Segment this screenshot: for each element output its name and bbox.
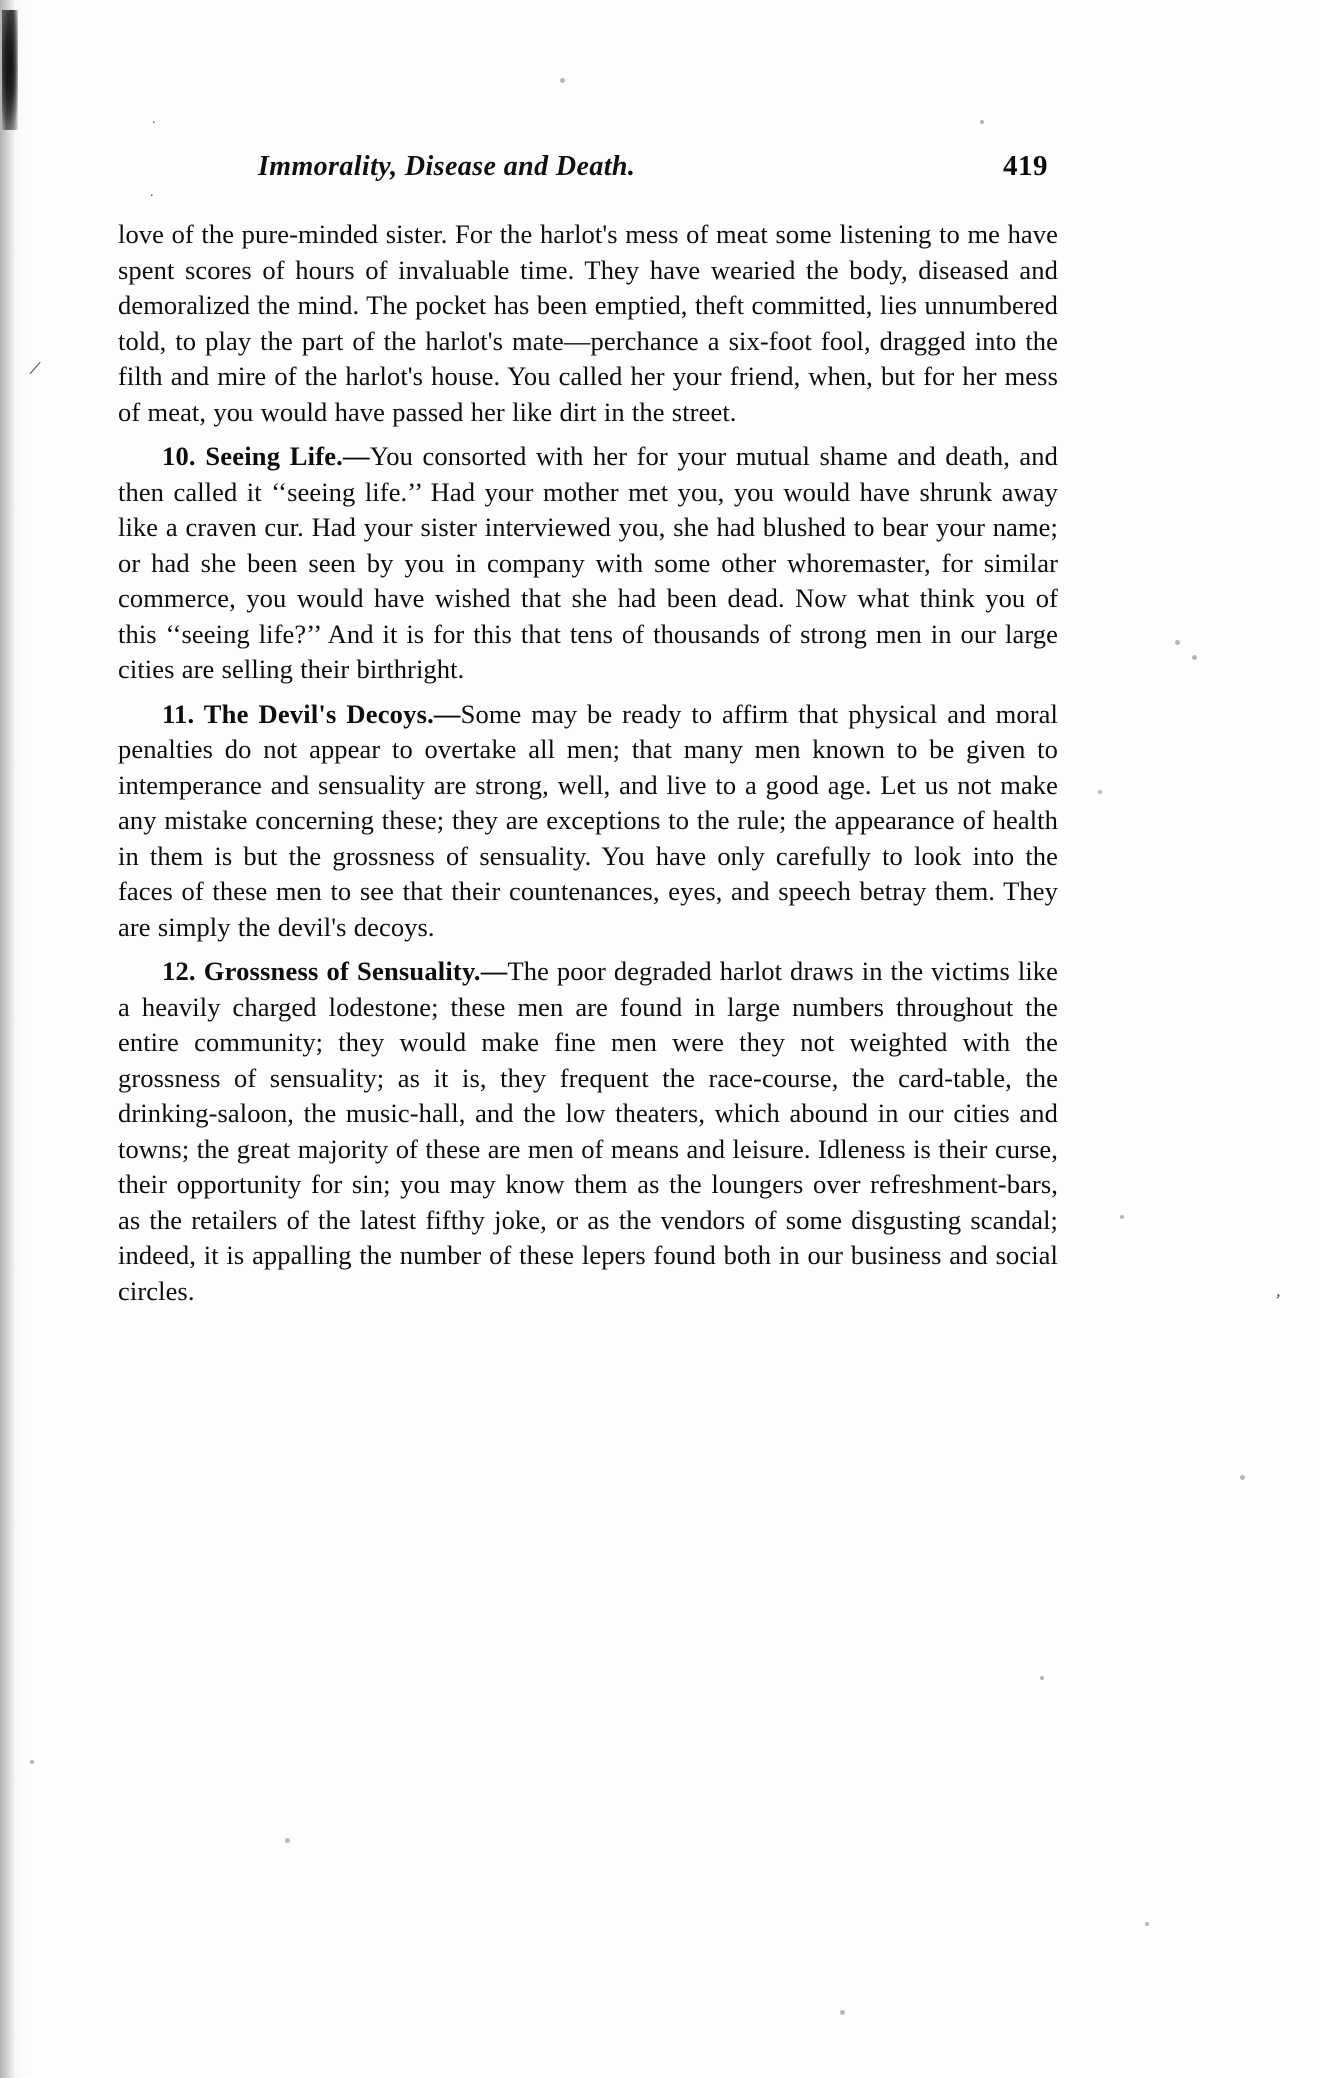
page-number: 419 (1003, 150, 1048, 182)
paragraph (118, 439, 1058, 688)
paragraph-text: Some may be ready to affirm that physical and moral penalties do not appear to overtake all men; that many men known to be given to intemperance and sensuality are strong, well, and live to a good age. Let us not make any mistake concerning these; they are exceptions to the rule; the appearance of health in them is but the grossness of sensuality. You have only carefully to look into the faces of these men to see that their countenances, eyes, and speech betray them. They are simply the devil's decoys. (118, 698, 1058, 942)
scan-speck (1098, 790, 1102, 794)
margin-pencil-mark: ’ (1271, 1289, 1283, 1311)
paragraph (118, 697, 1058, 946)
paragraph-heading: 10. Seeing Life.— (162, 441, 370, 471)
paragraph-heading: 11. The Devil's Decoys.— (162, 698, 461, 729)
scan-speck (840, 2010, 845, 2015)
margin-speck: . (152, 112, 156, 127)
paragraph-text: You consorted with her for your mutual shame and death, and then called it ‘‘seeing life.’’ Had your mother met you, you would have shrunk away like a craven cur. Had your sister interviewed you, she had blushed to bear your name; or had she been seen by you in company with some other whoremaster, for similar commerce, you would have wished that she had been dead. Now what think you of this ‘‘seeing life?’’ And it is for this that tens of thousands of strong men in our large cities are selling their birthright. (118, 441, 1058, 684)
paragraph (118, 954, 1058, 1309)
scan-speck (1120, 1215, 1124, 1219)
scan-speck (1175, 640, 1180, 645)
scan-speck (1240, 1475, 1245, 1480)
scan-speck (1040, 1676, 1044, 1680)
scan-speck (560, 78, 565, 83)
scan-speck (980, 120, 984, 124)
scan-speck (1145, 1922, 1149, 1926)
margin-speck: . (150, 185, 154, 200)
margin-pencil-mark: / (27, 354, 43, 381)
scan-speck (1192, 655, 1197, 660)
paragraph (118, 217, 1058, 430)
scan-speck (30, 1760, 34, 1764)
page-content (118, 150, 1058, 1311)
paragraph-text: The poor degraded harlot draws in the victims like a heavily charged lodestone; these men are found in large numbers throughout the entire community; they would make fine men were they not weighted with the grossness of sensuality; as it is, they frequent the race-course, the card-table, the drinking-saloon, the music-hall, and the low theaters, which abound in our cities and towns; the great majority of these are men of means and leisure. Idleness is their curse, their opportunity for sin; you may know them as the loungers over refreshment-bars, as the retailers of the latest fifthy joke, or as the vendors of some disgusting scandal; indeed, it is appalling the number of these lepers found both in our business and social circles. (118, 956, 1058, 1306)
paragraph-heading: 12. Grossness of Sensuality.— (162, 956, 508, 986)
page-gutter-shadow (0, 0, 26, 2078)
running-head (118, 150, 1058, 183)
running-head-title: Immorality, Disease and Death. (258, 151, 636, 182)
page-edge-artifacts (2, 10, 18, 130)
scan-speck (285, 1838, 290, 1843)
paragraph-text: love of the pure-minded sister. For the harlot's mess of meat some listening to me have spent scores of hours of invaluable time. They have wearied the body, diseased and demoralized the mind. The pocket has been emptied, theft committed, lies unnumbered told, to play the part of the harlot's mate—perchance a six-foot fool, dragged into the filth and mire of the harlot's house. You called her your friend, when, but for her mess of meat, you would have passed her like dirt in the street. (118, 219, 1058, 427)
